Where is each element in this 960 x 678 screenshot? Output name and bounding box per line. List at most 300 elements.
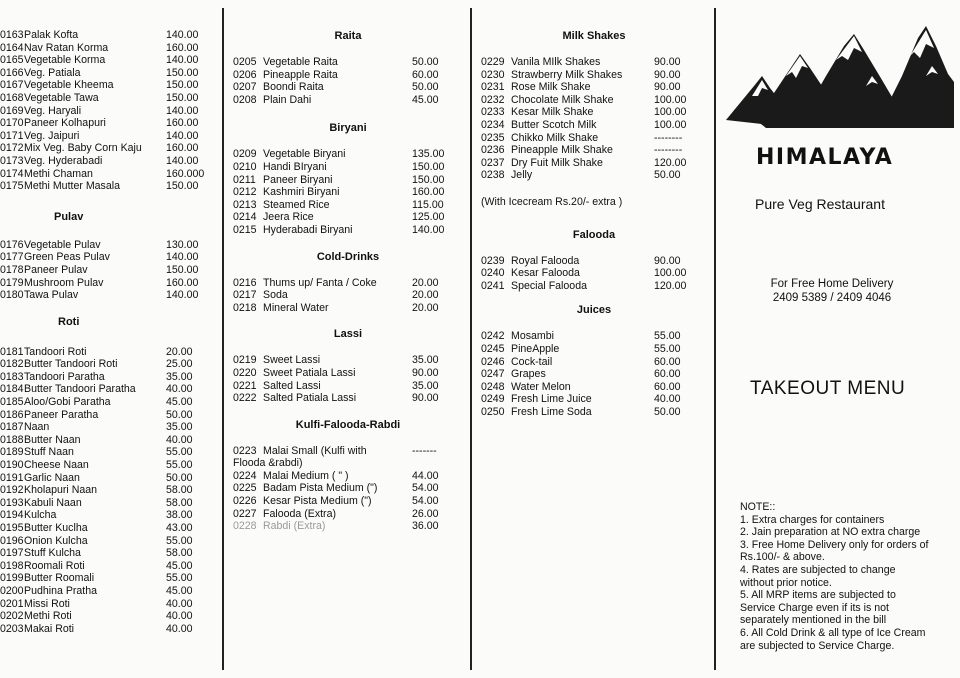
item-price: 115.00 bbox=[412, 198, 444, 211]
list-item bbox=[233, 94, 462, 107]
item-code: 0208 bbox=[233, 93, 257, 106]
item-code: 0248 bbox=[481, 380, 505, 393]
lassi-list bbox=[226, 354, 470, 404]
pulav-heading: Pulav bbox=[54, 210, 84, 223]
item-name: Thums up/ Fanta / Coke bbox=[263, 276, 377, 289]
item-name: Water Melon bbox=[511, 380, 571, 393]
list-item bbox=[481, 119, 706, 132]
item-code: 0246 bbox=[481, 355, 505, 368]
item-code: 0242 bbox=[481, 330, 505, 343]
item-price: 58.00 bbox=[166, 496, 193, 509]
list-item bbox=[0, 289, 222, 302]
tagline: Pure Veg Restaurant bbox=[755, 196, 885, 212]
takeout-menu-title: TAKEOUT MENU bbox=[750, 378, 906, 399]
item-code: 0165 bbox=[0, 54, 24, 67]
list-item bbox=[233, 199, 462, 212]
item-price: 140.00 bbox=[412, 223, 445, 236]
list-item bbox=[0, 623, 222, 636]
list-item bbox=[0, 383, 222, 396]
item-name: Tandoori Roti bbox=[24, 345, 87, 358]
item-price: 55.00 bbox=[654, 342, 681, 355]
list-item bbox=[233, 520, 462, 533]
item-name: Pineapple Raita bbox=[263, 68, 338, 81]
list-item bbox=[0, 371, 222, 384]
list-item bbox=[0, 459, 222, 472]
item-code: 0188 bbox=[0, 433, 24, 446]
item-name: Vegetable Korma bbox=[24, 54, 106, 67]
item-price: 160.000 bbox=[166, 167, 205, 180]
item-code: 0169 bbox=[0, 104, 24, 117]
note-line: 4. Rates are subjected to change bbox=[740, 563, 896, 576]
item-name: Kesar Pista Medium (") bbox=[263, 495, 372, 508]
juices-list bbox=[474, 330, 714, 418]
item-name: Chikko Milk Shake bbox=[511, 131, 599, 144]
list-item bbox=[481, 169, 706, 182]
roti-list bbox=[0, 346, 222, 636]
list-item bbox=[0, 535, 222, 548]
item-price: 40.00 bbox=[166, 622, 193, 635]
item-price: 90.00 bbox=[412, 366, 439, 379]
item-price: 160.00 bbox=[166, 117, 199, 130]
delivery-label: For Free Home Delivery bbox=[770, 278, 894, 290]
item-price: 60.00 bbox=[412, 68, 439, 81]
biryani-list bbox=[226, 148, 470, 236]
item-name: Royal Falooda bbox=[511, 254, 580, 267]
item-code: 0189 bbox=[0, 446, 24, 459]
item-code: 0240 bbox=[481, 267, 505, 280]
item-name: Kashmiri Biryani bbox=[263, 186, 340, 199]
item-code: 0177 bbox=[0, 251, 24, 264]
item-name: Sweet Patiala Lassi bbox=[263, 366, 356, 379]
menu-cover-column bbox=[718, 0, 960, 678]
list-item bbox=[481, 144, 706, 157]
item-code: 0190 bbox=[0, 459, 24, 472]
item-name: Tawa Pulav bbox=[24, 289, 79, 302]
notes-title: NOTE:: bbox=[740, 501, 776, 513]
item-price: 60.00 bbox=[654, 355, 681, 368]
item-code: 0223 bbox=[233, 444, 257, 457]
list-item bbox=[0, 358, 222, 371]
list-item bbox=[0, 251, 222, 264]
list-item bbox=[0, 547, 222, 560]
item-name: Palak Kofta bbox=[24, 29, 79, 41]
list-item bbox=[0, 598, 222, 611]
item-name: Stuff Naan bbox=[24, 446, 74, 459]
milk-shakes-list bbox=[474, 56, 714, 182]
item-code: 0217 bbox=[233, 289, 257, 302]
item-code: 0222 bbox=[233, 392, 257, 405]
item-code: 0194 bbox=[0, 509, 24, 522]
item-price: 55.00 bbox=[166, 446, 193, 459]
falooda-list bbox=[474, 255, 714, 293]
item-price: 160.00 bbox=[166, 142, 199, 155]
item-price: 100.00 bbox=[654, 267, 687, 280]
list-item bbox=[0, 180, 222, 193]
list-item bbox=[481, 267, 706, 280]
item-name: Sweet Lassi bbox=[263, 354, 321, 367]
kulfi-heading: Kulfi-Falooda-Rabdi bbox=[295, 418, 401, 431]
item-name: Onion Kulcha bbox=[24, 534, 88, 547]
note-line: 2. Jain preparation at NO extra charge bbox=[740, 526, 921, 539]
item-code: 0220 bbox=[233, 366, 257, 379]
note-line: 5. All MRP items are subjected to bbox=[740, 589, 896, 602]
menu-column-1 bbox=[0, 0, 222, 678]
item-name: Paneer Kolhapuri bbox=[24, 117, 106, 130]
item-code: 0245 bbox=[481, 342, 505, 355]
item-name: Vegetable Raita bbox=[263, 56, 338, 68]
item-price: 90.00 bbox=[654, 56, 681, 68]
delivery-phone: 2409 5389 / 2409 4046 bbox=[772, 292, 892, 304]
item-price: 160.00 bbox=[166, 276, 199, 289]
item-price: 55.00 bbox=[166, 534, 193, 547]
item-price: 120.00 bbox=[654, 156, 687, 169]
item-code: 0179 bbox=[0, 276, 24, 289]
list-item bbox=[481, 393, 706, 406]
item-price: 40.00 bbox=[166, 597, 193, 610]
item-code: 0210 bbox=[233, 160, 257, 173]
note-line: 6. All Cold Drink & all type of Ice Cream bbox=[740, 626, 926, 639]
item-price: 100.00 bbox=[654, 93, 687, 106]
list-item bbox=[481, 94, 706, 107]
item-code: 0226 bbox=[233, 495, 257, 508]
item-name: Vegetable Tawa bbox=[24, 91, 99, 104]
note-line: separately mentioned in the bill bbox=[740, 614, 887, 627]
item-name: Cock-tail bbox=[511, 355, 553, 368]
note-line: are subjected to Service Charge. bbox=[740, 639, 895, 652]
item-price: 20.00 bbox=[412, 289, 439, 302]
biryani-heading: Biryani bbox=[329, 122, 367, 135]
list-item bbox=[481, 280, 706, 293]
item-name: Vegetable Pulav bbox=[24, 238, 101, 251]
item-code: 0212 bbox=[233, 186, 257, 199]
item-price: 40.00 bbox=[166, 383, 193, 396]
item-price: 45.00 bbox=[412, 93, 439, 106]
item-code: 0241 bbox=[481, 279, 505, 292]
item-price: 44.00 bbox=[412, 469, 439, 482]
notes-section bbox=[740, 501, 950, 652]
item-name: Veg. Jaipuri bbox=[24, 129, 80, 142]
item-price: -------- bbox=[654, 144, 683, 157]
list-item bbox=[0, 610, 222, 623]
item-name: Methi Mutter Masala bbox=[24, 180, 120, 193]
item-code: 0184 bbox=[0, 383, 24, 396]
item-price: 60.00 bbox=[654, 380, 681, 393]
item-name: Naan bbox=[24, 421, 50, 434]
item-price: 35.00 bbox=[166, 370, 193, 383]
item-name: Butter Tandoori Roti bbox=[24, 358, 118, 371]
item-price: 55.00 bbox=[166, 572, 193, 585]
list-item bbox=[0, 434, 222, 447]
list-item bbox=[233, 81, 462, 94]
item-name: Dry Fuit Milk Shake bbox=[511, 156, 603, 169]
item-name: Chocolate Milk Shake bbox=[511, 93, 614, 106]
list-item bbox=[233, 508, 462, 521]
item-name: Tandoori Paratha bbox=[24, 370, 105, 383]
item-code: 0176 bbox=[0, 238, 24, 251]
item-name: Plain Dahi bbox=[263, 93, 312, 106]
item-name: Paneer Pulav bbox=[24, 263, 88, 276]
list-item bbox=[0, 497, 222, 510]
item-code: 0218 bbox=[233, 301, 257, 314]
item-name: Cheese Naan bbox=[24, 459, 89, 472]
item-code: 0183 bbox=[0, 370, 24, 383]
item-name: Mix Veg. Baby Corn Kaju bbox=[24, 142, 142, 155]
item-price: 20.00 bbox=[412, 301, 439, 314]
item-price: 90.00 bbox=[654, 254, 681, 267]
list-item bbox=[481, 106, 706, 119]
list-item bbox=[0, 264, 222, 277]
list-item bbox=[481, 69, 706, 82]
item-code: 0185 bbox=[0, 396, 24, 409]
item-price: 100.00 bbox=[654, 118, 687, 131]
item-name: Green Peas Pulav bbox=[24, 251, 110, 264]
menu-column-3 bbox=[474, 0, 714, 678]
list-item bbox=[0, 117, 222, 130]
item-code: 0192 bbox=[0, 484, 24, 497]
item-price: 50.00 bbox=[654, 169, 681, 182]
item-name: Fresh Lime Soda bbox=[511, 405, 592, 418]
item-code: 0225 bbox=[233, 482, 257, 495]
list-item bbox=[233, 392, 462, 405]
raita-heading: Raita bbox=[334, 30, 362, 42]
item-name: Vegetable Biryani bbox=[263, 148, 346, 161]
item-price: 38.00 bbox=[166, 509, 193, 522]
item-code: 0195 bbox=[0, 522, 24, 534]
list-item bbox=[233, 367, 462, 380]
item-code: 0215 bbox=[233, 223, 257, 236]
item-code: 0174 bbox=[0, 167, 24, 180]
item-name: Nav Ratan Korma bbox=[24, 41, 109, 54]
item-name: Mosambi bbox=[511, 330, 554, 343]
item-name: PineApple bbox=[511, 342, 560, 355]
item-name: Garlic Naan bbox=[24, 471, 80, 484]
item-code: 0224 bbox=[233, 469, 257, 482]
item-code: 0172 bbox=[0, 142, 24, 155]
list-item bbox=[0, 155, 222, 168]
item-price: 160.00 bbox=[412, 186, 445, 199]
list-item bbox=[233, 148, 462, 161]
juices-heading: Juices bbox=[576, 304, 612, 317]
list-item bbox=[0, 585, 222, 598]
item-name: Kholapuri Naan bbox=[24, 484, 98, 497]
item-code: 0164 bbox=[0, 41, 24, 54]
item-price: 135.00 bbox=[412, 148, 445, 161]
list-item bbox=[0, 29, 222, 42]
list-item bbox=[481, 343, 706, 356]
list-item bbox=[0, 92, 222, 105]
list-item bbox=[0, 142, 222, 155]
item-price: 54.00 bbox=[412, 495, 439, 508]
item-code: 0221 bbox=[233, 379, 257, 392]
item-price: -------- bbox=[654, 131, 683, 144]
item-price: 90.00 bbox=[654, 68, 681, 81]
item-code: 0209 bbox=[233, 148, 257, 161]
item-code: 0168 bbox=[0, 91, 24, 104]
list-item bbox=[481, 381, 706, 394]
item-name: Methi Chaman bbox=[24, 167, 93, 180]
item-code: 0191 bbox=[0, 471, 24, 484]
list-item bbox=[481, 406, 706, 419]
list-item bbox=[0, 79, 222, 92]
item-name: Falooda (Extra) bbox=[263, 507, 337, 520]
pulav-list bbox=[0, 239, 222, 302]
notes-list bbox=[740, 514, 950, 653]
item-code: 0170 bbox=[0, 117, 24, 130]
item-code: 0216 bbox=[233, 276, 257, 289]
item-price: 25.00 bbox=[166, 358, 193, 371]
item-name: Veg. Hyderabadi bbox=[24, 154, 103, 167]
item-name: Makai Roti bbox=[24, 622, 75, 635]
item-code: 0193 bbox=[0, 496, 24, 509]
item-price: 120.00 bbox=[654, 279, 687, 292]
list-item bbox=[233, 211, 462, 224]
item-price: 50.00 bbox=[654, 405, 681, 418]
item-price: 140.00 bbox=[166, 54, 199, 67]
item-code: 0250 bbox=[481, 405, 505, 418]
item-name: Boondi Raita bbox=[263, 81, 324, 94]
list-item bbox=[233, 482, 462, 495]
item-name: Badam Pista Medium (") bbox=[263, 482, 378, 495]
item-code: 0198 bbox=[0, 559, 24, 572]
item-price: 160.00 bbox=[166, 41, 199, 54]
item-price: 50.00 bbox=[166, 408, 193, 421]
item-code: 0205 bbox=[233, 56, 257, 68]
item-price: 140.00 bbox=[166, 154, 199, 167]
item-price: 100.00 bbox=[654, 106, 687, 119]
item-code: 0231 bbox=[481, 81, 505, 94]
milk-shakes-heading: Milk Shakes bbox=[562, 30, 626, 42]
list-item bbox=[0, 67, 222, 80]
curry-list bbox=[0, 29, 222, 193]
list-item bbox=[0, 446, 222, 459]
item-name: Jeera Rice bbox=[263, 211, 314, 224]
mountain-logo bbox=[726, 16, 954, 153]
item-name: Pineapple Milk Shake bbox=[511, 144, 613, 157]
item-price: 50.00 bbox=[412, 56, 439, 68]
item-code: 0211 bbox=[233, 173, 256, 186]
item-code: 0239 bbox=[481, 254, 505, 267]
list-item bbox=[233, 56, 462, 69]
item-name-continued: Flooda &rabdi) bbox=[233, 457, 303, 470]
item-price: 150.00 bbox=[412, 173, 445, 186]
list-item bbox=[233, 495, 462, 508]
note-line: Service Charge even if its is not bbox=[740, 601, 889, 614]
note-line: 3. Free Home Delivery only for orders of bbox=[740, 538, 929, 551]
falooda-heading: Falooda bbox=[572, 228, 616, 241]
item-price: 55.00 bbox=[166, 459, 193, 472]
list-item bbox=[481, 330, 706, 343]
list-item bbox=[481, 56, 706, 69]
item-code: 0213 bbox=[233, 198, 257, 211]
item-name: Roomali Roti bbox=[24, 559, 85, 572]
item-code: 0234 bbox=[481, 118, 505, 131]
delivery-info bbox=[718, 277, 946, 305]
item-price: 20.00 bbox=[412, 276, 439, 289]
list-item bbox=[481, 368, 706, 381]
item-code: 0199 bbox=[0, 572, 24, 585]
item-name: Kesar Falooda bbox=[511, 267, 580, 280]
item-code: 0196 bbox=[0, 534, 24, 547]
item-code: 0163 bbox=[0, 29, 24, 41]
item-price: 125.00 bbox=[412, 211, 445, 224]
note-line: Rs.100/- & above. bbox=[740, 551, 825, 564]
item-name: Pudhina Pratha bbox=[24, 584, 98, 597]
item-price: 90.00 bbox=[412, 392, 439, 405]
raita-list bbox=[226, 56, 470, 106]
item-name: Rabdi (Extra) bbox=[263, 520, 326, 533]
item-price: 45.00 bbox=[166, 584, 193, 597]
list-item bbox=[0, 522, 222, 535]
item-price: 40.00 bbox=[166, 610, 193, 623]
item-name: Hyderabadi Biryani bbox=[263, 223, 353, 236]
item-code: 0247 bbox=[481, 368, 505, 381]
item-name: Missi Roti bbox=[24, 597, 70, 610]
item-name: Kabuli Naan bbox=[24, 496, 82, 509]
item-name: Soda bbox=[263, 289, 288, 302]
item-price: ------- bbox=[412, 444, 437, 457]
item-price: 58.00 bbox=[166, 484, 193, 497]
item-price: 40.00 bbox=[166, 433, 193, 446]
item-price: 60.00 bbox=[654, 368, 681, 381]
item-code: 0230 bbox=[481, 68, 505, 81]
item-price: 150.00 bbox=[166, 91, 199, 104]
item-price: 20.00 bbox=[166, 345, 193, 358]
list-item bbox=[0, 105, 222, 118]
item-code: 0180 bbox=[0, 289, 24, 302]
item-code: 0233 bbox=[481, 106, 505, 119]
item-price: 140.00 bbox=[166, 104, 199, 117]
list-item bbox=[233, 186, 462, 199]
item-code: 0237 bbox=[481, 156, 505, 169]
item-price: 140.00 bbox=[166, 29, 199, 41]
list-item bbox=[0, 572, 222, 585]
note-line: without prior notice. bbox=[740, 576, 832, 589]
item-name: Malai Small (Kulfi with bbox=[263, 444, 367, 457]
item-name: Butter Tandoori Paratha bbox=[24, 383, 136, 396]
item-price: 150.00 bbox=[166, 180, 199, 193]
item-code: 0206 bbox=[233, 68, 257, 81]
cold-drinks-heading: Cold-Drinks bbox=[316, 250, 380, 263]
item-price: 54.00 bbox=[412, 482, 439, 495]
item-price: 150.00 bbox=[166, 66, 199, 79]
item-code: 0203 bbox=[0, 622, 24, 635]
item-price: 45.00 bbox=[166, 559, 193, 572]
item-code: 0228 bbox=[233, 520, 257, 533]
list-item bbox=[0, 239, 222, 252]
item-price: 90.00 bbox=[654, 81, 681, 94]
item-name: Strawberry Milk Shakes bbox=[511, 68, 623, 81]
cold-drinks-list bbox=[226, 277, 470, 315]
list-item bbox=[233, 354, 462, 367]
item-name: Veg. Patiala bbox=[24, 66, 81, 79]
list-item bbox=[233, 445, 462, 458]
item-name: Vegetable Kheema bbox=[24, 79, 114, 92]
item-name: Kesar Milk Shake bbox=[511, 106, 594, 119]
mountain-icon bbox=[726, 16, 954, 148]
item-price: 26.00 bbox=[412, 507, 439, 520]
item-name: Malai Medium ( " ) bbox=[263, 469, 349, 482]
item-name: Handi BIryani bbox=[263, 160, 327, 173]
list-item bbox=[0, 42, 222, 55]
item-code: 0200 bbox=[0, 584, 24, 597]
list-item bbox=[0, 130, 222, 143]
kulfi-list bbox=[226, 445, 470, 533]
list-item bbox=[0, 560, 222, 573]
item-name: Methi Roti bbox=[24, 610, 72, 623]
item-code: 0181 bbox=[0, 345, 24, 358]
list-item bbox=[0, 484, 222, 497]
icecream-note: (With Icecream Rs.20/- extra ) bbox=[481, 195, 623, 208]
